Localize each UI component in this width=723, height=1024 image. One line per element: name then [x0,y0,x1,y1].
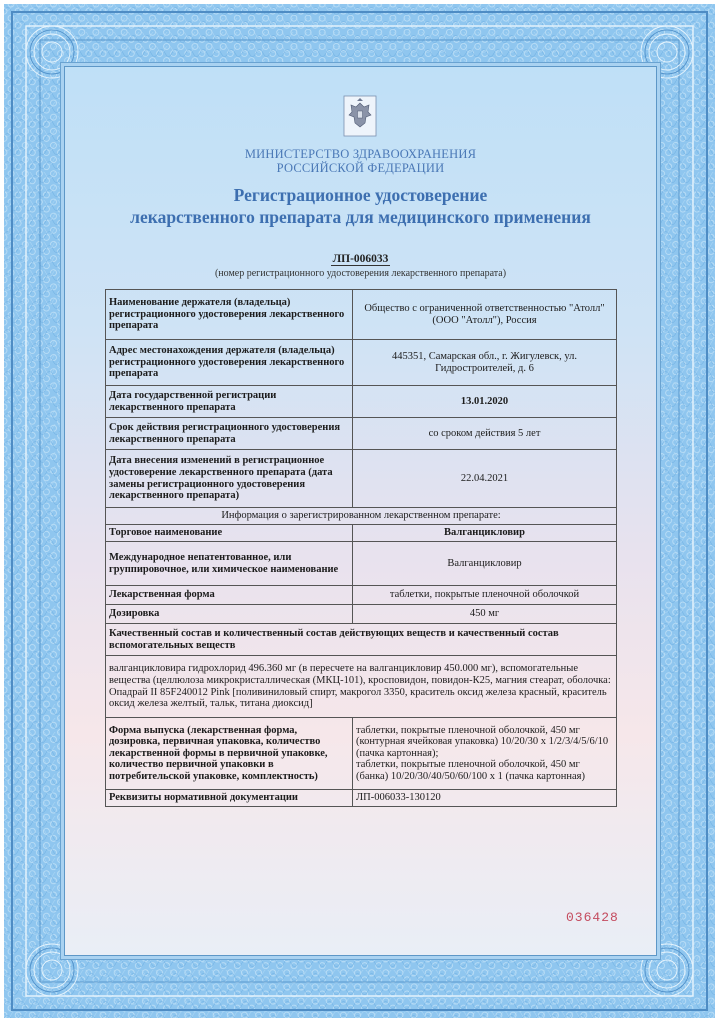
inn-label: Международное непатентованное, или группировочное, или химическое наименование [106,542,353,586]
serial-number: 036428 [566,910,619,925]
table-row-validity [106,418,617,450]
release-form-package-1: таблетки, покрытые пленочной оболочкой, 450 мг (контурная ячейковая упаковка) 10/20/30 х 1/2/3/4/5/6/10 (пачка картонная); [356,724,609,759]
ministry-name-line-2: РОССИЙСКОЙ ФЕДЕРАЦИИ [276,161,445,175]
composition-text: валганцикловира гидрохлорид 496.360 мг (в пересчете на валганцикловир 450.000 мг), вспомогательные вещества (целлюлоза микрокристаллическая (МКЦ-101), кросповидон, повидон-К25, магния стеарат, оболочка: Опадрай II 85F240012 Pink [поливиниловый спирт, макрогол 3350, краситель оксид железа красный, краситель оксид железа желтый, тальк, титана диоксид] [106,656,617,718]
holder-label: Наименование держателя (владельца) регистрационного удостоверения лекарственного препарата [106,290,353,340]
document-title-line-1: Регистрационное удостоверение [233,185,488,205]
certificate-inner-panel [64,66,657,956]
change-date-label: Дата внесения изменений в регистрационное удостоверение лекарственного препарата (дата замены регистрационного удостоверения лекарственного препарата) [106,450,353,508]
registration-data-table [105,289,617,807]
validity-value: со сроком действия 5 лет [353,418,617,450]
trade-name-label: Торговое наименование [106,525,353,542]
table-row-trade-name [106,525,617,542]
documentation-label: Реквизиты нормативной документации [106,790,353,807]
table-row-dose [106,605,617,624]
dose-label: Дозировка [106,605,353,624]
russian-coat-of-arms-icon [343,95,377,137]
release-form-label: Форма выпуска (лекарственная форма, дозировка, первичная упаковка, количество лекарственной формы в первичной упаковке, количество первичной упаковки в потребительской упаковке, комплектность) [106,718,353,790]
inn-value: Валганцикловир [353,542,617,586]
address-label: Адрес местонахождения держателя (владельца) регистрационного удостоверения лекарственного препарата [106,340,353,386]
table-row-dosage-form [106,586,617,605]
table-row-change-date [106,450,617,508]
registration-date-value: 13.01.2020 [353,386,617,418]
table-row-info-header [106,508,617,525]
composition-header: Качественный состав и количественный состав действующих веществ и качественный состав вспомогательных веществ [106,624,617,656]
dosage-form-label: Лекарственная форма [106,586,353,605]
release-form-value [353,718,617,790]
validity-label: Срок действия регистрационного удостоверения лекарственного препарата [106,418,353,450]
change-date-value: 22.04.2021 [353,450,617,508]
certificate-sheet [4,4,715,1018]
table-row-documentation [106,790,617,807]
table-row-address [106,340,617,386]
table-row-registration-date [106,386,617,418]
ministry-name-line-1: МИНИСТЕРСТВО ЗДРАВООХРАНЕНИЯ [244,147,477,161]
dosage-form-value: таблетки, покрытые пленочной оболочкой [353,586,617,605]
table-row-inn [106,542,617,586]
dose-value: 450 мг [353,605,617,624]
registration-number [65,253,656,265]
drug-info-header: Информация о зарегистрированном лекарственном препарате: [106,508,617,525]
release-form-package-2: таблетки, покрытые пленочной оболочкой, 450 мг (банка) 10/20/30/40/50/60/100 х 1 (пачка картонная) [356,759,585,782]
registration-number-note: (номер регистрационного удостоверения лекарственного препарата) [214,268,507,279]
documentation-value: ЛП-006033-130120 [353,790,617,807]
holder-value: Общество с ограниченной ответственностью "Атолл" (ООО "Атолл"), Россия [353,290,617,340]
registration-date-label: Дата государственной регистрации лекарственного препарата [106,386,353,418]
table-row-holder [106,290,617,340]
document-title-line-2: лекарственного препарата для медицинского применения [130,207,591,227]
table-row-composition-header [106,624,617,656]
trade-name-value: Валганцикловир [353,525,617,542]
registration-number-value: ЛП-006033 [332,253,389,265]
table-row-composition [106,656,617,718]
address-value: 445351, Самарская обл., г. Жигулевск, ул. Гидростроителей, д. 6 [353,340,617,386]
table-row-release-form [106,718,617,790]
